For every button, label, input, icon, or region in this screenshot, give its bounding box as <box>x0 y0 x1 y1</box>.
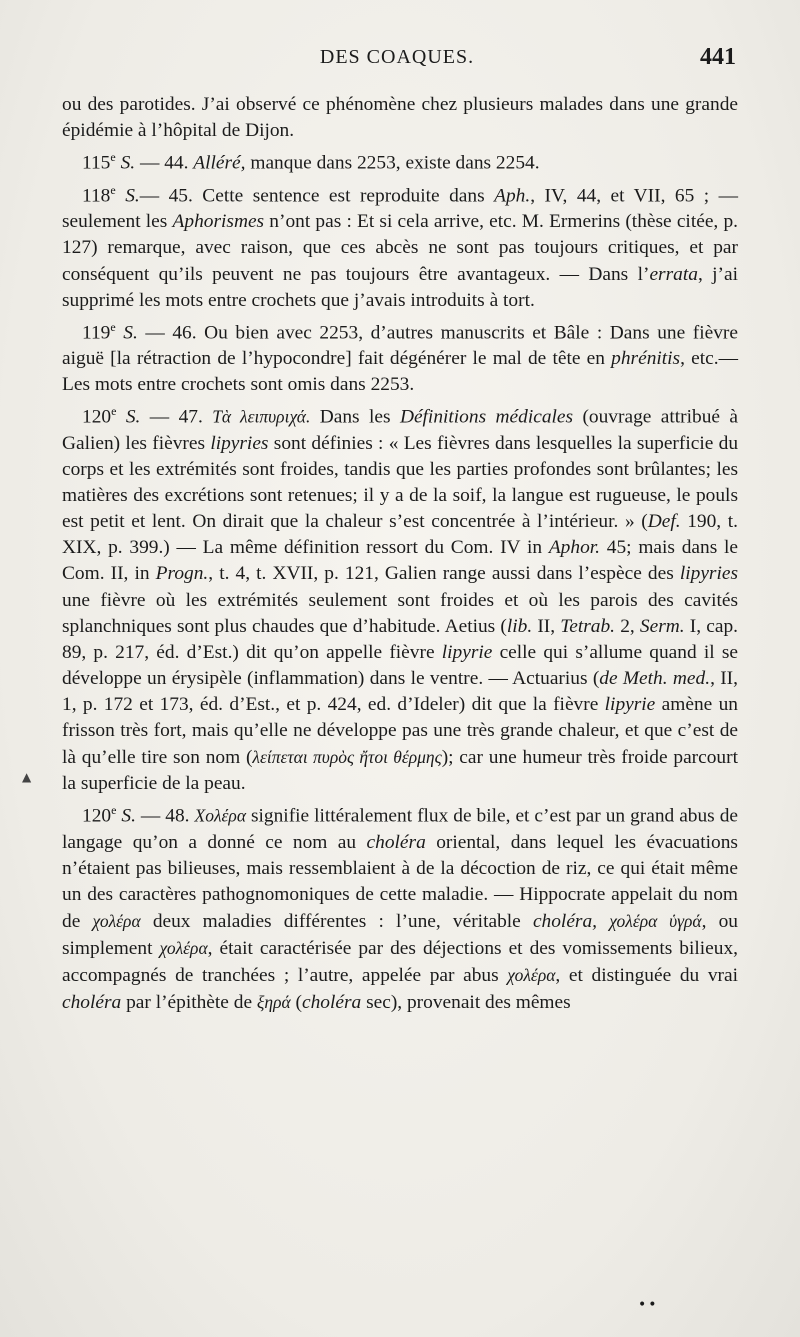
italic-text: de Meth. med. <box>599 667 711 689</box>
text-run: Dans les <box>310 406 400 428</box>
text-run: , II, 1, p. 172 et 173, éd. d’Est., et p. 424, ed. d’Ideler) dit que la fièvre <box>62 667 738 715</box>
text-run: , IV, 44, et VII, 65 ; — seulement les <box>62 185 738 233</box>
text-run: e <box>111 404 117 419</box>
paragraph <box>62 177 738 314</box>
italic-text: Aphor. <box>548 537 601 559</box>
italic-text: Aphorismes <box>172 211 265 233</box>
text-run: 45; mais dans le Com. II, in <box>62 537 738 585</box>
italic-text: choléra <box>62 992 122 1014</box>
text-run: n’ont pas : Et si cela arrive, etc. M. Ermerins (thèse citée, p. 127) remarque, avec raison, que ces abcès ne sont pas toujours critiques, et par conséquent qu’ils peuvent ne pas toujours être avantageux. — Dans l’ <box>62 211 738 285</box>
text-run: 119 <box>82 322 111 344</box>
italic-text: S. <box>125 185 140 207</box>
greek-text: χολέρα <box>92 911 141 932</box>
italic-text: Aph. <box>494 185 531 207</box>
text-run: — 46. Ou bien avec 2253, d’autres manuscrits et Bâle : Dans une fièvre aiguë [la rétraction de l’hypocondre] fait dégénérer le mal de tête en <box>62 322 738 370</box>
running-title: DES COAQUES. <box>319 46 475 68</box>
text-run: — 44. <box>135 152 194 174</box>
italic-text: lipyrie <box>604 693 656 715</box>
italic-text: Alléré, <box>193 152 246 174</box>
italic-text: Def. <box>647 511 681 533</box>
italic-text: S. <box>121 805 136 827</box>
italic-text: Progn. <box>155 563 209 585</box>
text-run: (ouvrage attribué à Galien) les fièvres <box>62 406 738 454</box>
text-run: ( <box>290 992 302 1014</box>
text-run: — 47. <box>140 406 213 428</box>
italic-text: Définitions médicales <box>399 406 574 428</box>
text-run: par l’épithète de <box>121 992 257 1014</box>
text-run: sont définies : « Les fièvres dans lesquelles la superficie du corps et les extrémités sont froides, tandis que les parties profondes sont brûlantes; les matières des excrétions sont retenues; il y a de la soif, la langue est rugueuse, le pouls est petit et lent. On dirait que la chaleur s’est concentrée à l’intérieur. » ( <box>62 433 739 533</box>
text-run: ou des parotides. J’ai observé ce phénomène chez plusieurs malades dans une grande épidémie à l’hôpital de Dijon. <box>62 94 738 142</box>
body-text <box>62 92 738 1017</box>
text-run: , etc.— Les mots entre crochets sont omis dans 2253. <box>62 348 738 396</box>
text-run <box>597 911 609 932</box>
text-run: , ou simplement <box>62 911 738 960</box>
text-run: e <box>110 150 116 165</box>
text-run: , était caractérisée par des déjections et des vomissements bilieux, accompagnés de tranchées ; l’autre, appelée par abus <box>62 938 738 987</box>
greek-text: χολέρα ὑγρά <box>609 911 702 932</box>
text-run: 120 <box>82 805 112 827</box>
paragraph <box>62 797 738 1016</box>
page-number: 441 <box>700 44 736 70</box>
text-run: ); car une humeur très froide parcourt la superficie de la peau. <box>62 747 738 795</box>
italic-text: choléra <box>301 992 362 1014</box>
italic-text: S. <box>120 152 136 174</box>
italic-text: lib. <box>506 615 533 637</box>
text-run: une fièvre où les extrémités seulement sont froides et où les parois des cavités splanchniques sont plus chaudes que d’habitude. Aetius ( <box>62 589 738 637</box>
italic-text: lipyries <box>679 563 739 585</box>
text-run: e <box>110 319 116 334</box>
italic-text: Tetrab. <box>560 615 616 637</box>
text-run: 115 <box>82 152 111 174</box>
italic-text: S. <box>125 406 141 428</box>
text-run: signifie littéralement flux de bile, et c’est par un grand abus de langage qu’on a donné ce nom au <box>62 805 739 853</box>
text-run: deux maladies différentes : l’une, véritable <box>140 911 533 933</box>
text-run: , et distinguée du vrai <box>555 965 738 987</box>
greek-text: χολέρα <box>159 938 208 959</box>
margin-mark: ▲ <box>22 770 32 784</box>
signature-mark: •• <box>638 1297 659 1313</box>
greek-text: χολέρα <box>507 965 556 986</box>
greek-text: ξηρά <box>256 992 291 1013</box>
greek-text: Χολέρα <box>194 805 247 826</box>
text-run: 190, t. XIX, p. 399.) — La même définition ressort du Com. IV in <box>62 511 738 559</box>
paragraph <box>62 398 738 797</box>
italic-text: choléra, <box>532 911 598 933</box>
text-run: — 45. Cette sentence est reproduite dans <box>139 185 495 207</box>
text-run: oriental, dans lequel les évacuations n’étaient pas bilieuses, mais ressemblaient à de la décoction de riz, ce qui était même un des caractères pathognomoniques de cette maladie. — Hippocrate appelait du nom de <box>62 831 738 933</box>
text-run: sec), provenait des mêmes <box>361 992 571 1014</box>
text-run: I, cap. 89, p. 217, éd. d’Est.) dit qu’on appelle fièvre <box>62 615 738 663</box>
text-run: 120 <box>82 406 112 428</box>
text-run: 2, <box>615 615 640 637</box>
italic-text: choléra <box>366 831 426 853</box>
text-run: , t. 4, t. XVII, p. 121, Galien range aussi dans l’espèce des <box>208 563 680 585</box>
text-run: e <box>111 803 117 818</box>
greek-text: λείπεται πυρὸς ἤτοι θέρμης <box>252 747 442 768</box>
italic-text: lipyrie <box>441 641 493 663</box>
text-run: , j’ai supprimé les mots entre crochets que j’avais introduits à tort. <box>62 263 738 311</box>
paragraph <box>62 92 738 144</box>
text-run: — 48. <box>135 805 195 827</box>
italic-text: S. <box>123 322 138 344</box>
italic-text: errata <box>649 263 698 285</box>
text-run: celle qui s’allume quand il se développe un érysipèle (inflammation) dans le ventre. — Actuarius ( <box>62 641 738 689</box>
text-run: II, <box>532 615 561 637</box>
italic-text: phrénitis <box>611 348 681 370</box>
italic-text: lipyries <box>210 433 269 454</box>
greek-text: Τὰ λειπυριχά. <box>212 406 311 427</box>
text-run: e <box>110 182 116 197</box>
italic-text: Serm. <box>639 615 685 637</box>
text-run <box>116 185 125 206</box>
text-run <box>116 407 125 428</box>
text-run: amène un frisson très fort, mais qu’elle ne développe pas une très grande chaleur, et que c’est de là qu’elle tire son nom ( <box>62 693 738 769</box>
running-header <box>58 46 736 76</box>
paragraph <box>62 314 738 399</box>
text-run: manque dans 2253, existe dans 2254. <box>245 152 540 174</box>
paragraph <box>62 144 738 177</box>
text-run: 118 <box>82 185 111 207</box>
